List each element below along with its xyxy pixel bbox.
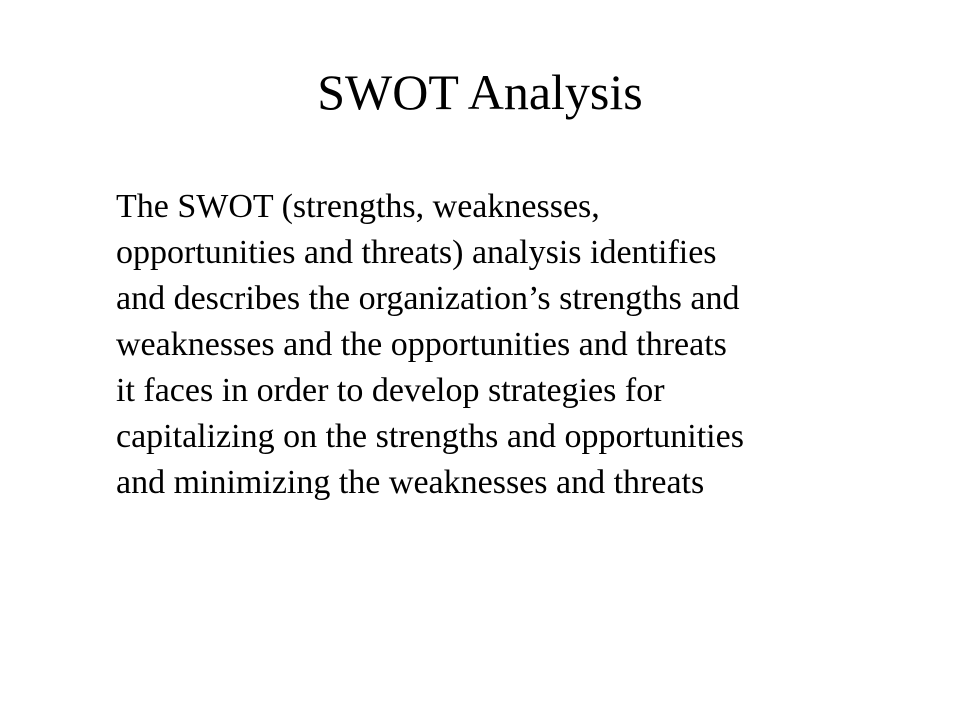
body-line: weaknesses and the opportunities and threats — [116, 326, 727, 363]
body-line: it faces in order to develop strategies for — [116, 372, 665, 409]
body-line: and describes the organization’s strengths and — [116, 280, 740, 317]
body-line: capitalizing on the strengths and opportunities — [116, 418, 744, 455]
slide-title: SWOT Analysis — [317, 64, 643, 120]
body-line: and minimizing the weaknesses and threats — [116, 464, 705, 501]
slide-body-text — [116, 184, 916, 506]
body-line: The SWOT (strengths, weaknesses, — [116, 188, 600, 225]
body-line: opportunities and threats) analysis identifies — [116, 234, 717, 271]
